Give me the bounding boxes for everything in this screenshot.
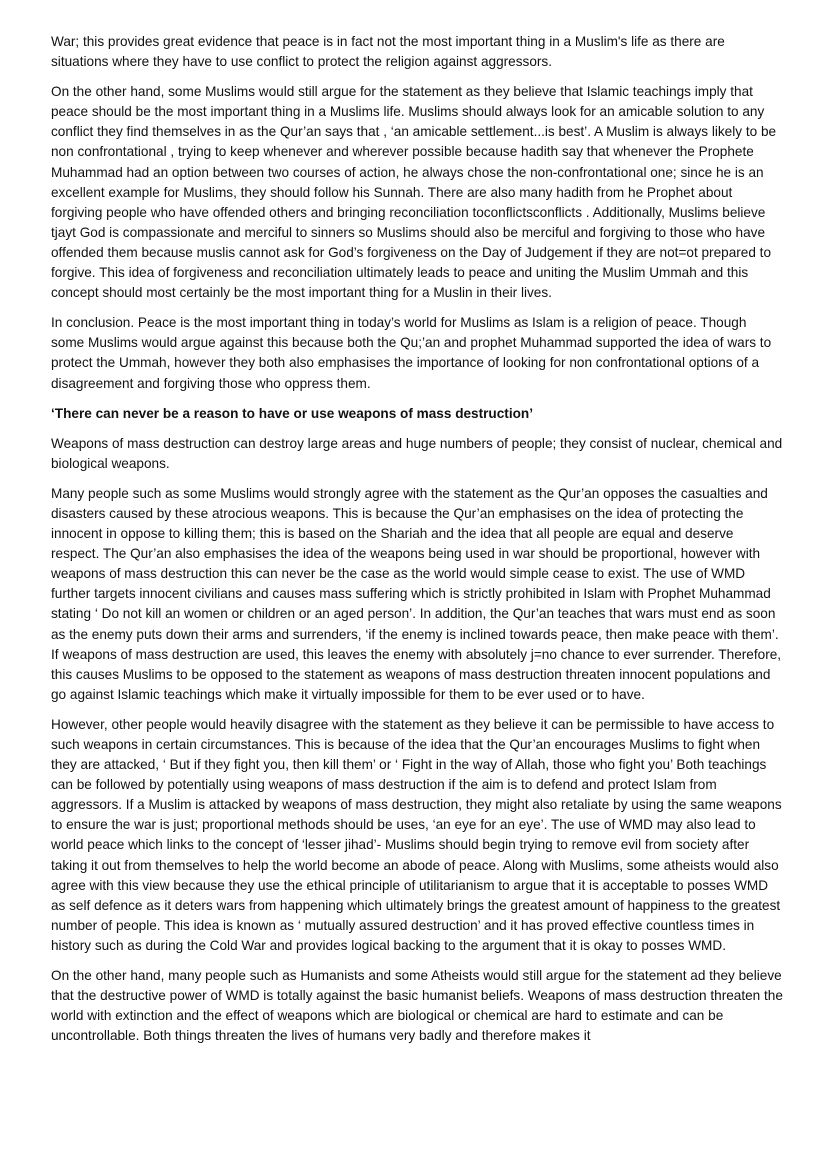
document-page (51, 32, 783, 1056)
paragraph-wmd-disagree: However, other people would heavily disagree with the statement as they believe it can be permissible to have access to such weapons in certain circumstances. This is because of the idea that the Qur’an encourages Muslims to fight when they are attacked, ‘ But if they fight you, then kill them’ or ‘ Fight in the way of Allah, those who fight you’ Both teachings can be followed by potentially using weapons of mass destruction if the aim is to defend and protect Islam from aggressors. If a Muslim is attacked by weapons of mass destruction, they might also retaliate by using the same weapons to ensure the war is just; proportional methods should be uses, ‘an eye for an eye’. The use of WMD may also lead to world peace which links to the concept of ‘lesser jihad’- Muslims should begin trying to remove evil from society after taking it out from themselves to help the world become an abode of peace. Along with Muslims, some atheists would also agree with this view because they use the ethical principle of utilitarianism to argue that it is acceptable to posses WMD as self defence as it deters wars from happening which ultimately brings the greatest amount of happiness to the greatest number of people. This idea is known as ‘ mutually assured destruction’ and it has proved effective countless times in history such as during the Cold War and provides logical backing to the argument that it is okay to posses WMD. (51, 716, 782, 953)
paragraph-wmd-definition: Weapons of mass destruction can destroy large areas and huge numbers of people; they consist of nuclear, chemical and biological weapons. (51, 435, 783, 471)
paragraph-peace-argument: On the other hand, some Muslims would still argue for the statement as they believe that Islamic teachings imply that peace should be the most important thing in a Muslims life. Muslims should always look for an amicable solution to any conflict they find themselves in as the Qur’an says that , ‘an amicable settlement...is best’. A Muslim is always likely to be non confrontational , trying to keep whenever and wherever possible because hadith say that whenever the Prophete Muhammad had an option between two courses of action, he always chose the non-confrontational one; since he is an excellent example for Muslims, they should follow his Sunnah. There are also many hadith from he Prophet about forgiving people who have offended others and bringing reconciliation toconflictsconflicts . Additionally, Muslims believe tjayt God is compassionate and merciful to sinners so Muslims should also be merciful and forgiving to those who have offended them because muslis cannot ask for God’s forgiveness on the Day of Judgement if they are not=ot prepared to forgive. This idea of forgiveness and reconciliation ultimately leads to peace and uniting the Muslim Ummah and this concept should most certainly be the most important thing for a Muslin in their lives. (51, 84, 777, 301)
paragraph-wmd-agree: Many people such as some Muslims would strongly agree with the statement as the Qur’an opposes the casualties and disasters caused by these atrocious weapons. This is because the Qur’an emphasises on the idea of protecting the innocent in oppose to killing them; this is based on the Shariah and the idea that all people are equal and deserve respect. The Qur’an also emphasises the idea of the weapons being used in war should be proportional, however with weapons of mass destruction this can never be the case as the world would simple cease to exist. The use of WMD further targets innocent civilians and causes mass suffering which is strictly prohibited in Islam with Prophet Muhammad stating ‘ Do not kill an women or children or an aged person’. In addition, the Qur’an teaches that wars must end as soon as the enemy puts down their arms and surrenders, ‘if the enemy is inclined towards peace, then make peace with them’. If weapons of mass destruction are used, this leaves the enemy with absolutely j=no chance to ever surrender. Therefore, this causes Muslims to be opposed to the statement as weapons of mass destruction threaten innocent populations and go against Islamic teachings which make it virtually impossible for them to be ever used or to have. (51, 485, 782, 702)
essay-heading-wmd: ‘There can never be a reason to have or use weapons of mass destruction’ (51, 405, 533, 421)
paragraph-conclusion: In conclusion. Peace is the most important thing in today’s world for Muslims as Islam is a religion of peace. Though some Muslims would argue against this because both the Qu;’an and prophet Muhammad supported the idea of wars to protect the Ummah, however they both also emphasises the importance of looking for non confrontational options of a disagreement and forgiving those who oppress them. (51, 315, 772, 391)
paragraph-war-evidence: War; this provides great evidence that peace is in fact not the most important thing in a Muslim's life as there are situations where they have to use conflict to protect the religion against aggressors. (51, 34, 725, 70)
paragraph-wmd-humanists: On the other hand, many people such as Humanists and some Atheists would still argue for the statement ad they believe that the destructive power of WMD is totally against the basic humanist beliefs. Weapons of mass destruction threaten the world with extinction and the effect of weapons which are biological or chemical are hard to estimate and can be uncontrollable. Both things threaten the lives of humans very badly and therefore makes it (51, 968, 783, 1044)
